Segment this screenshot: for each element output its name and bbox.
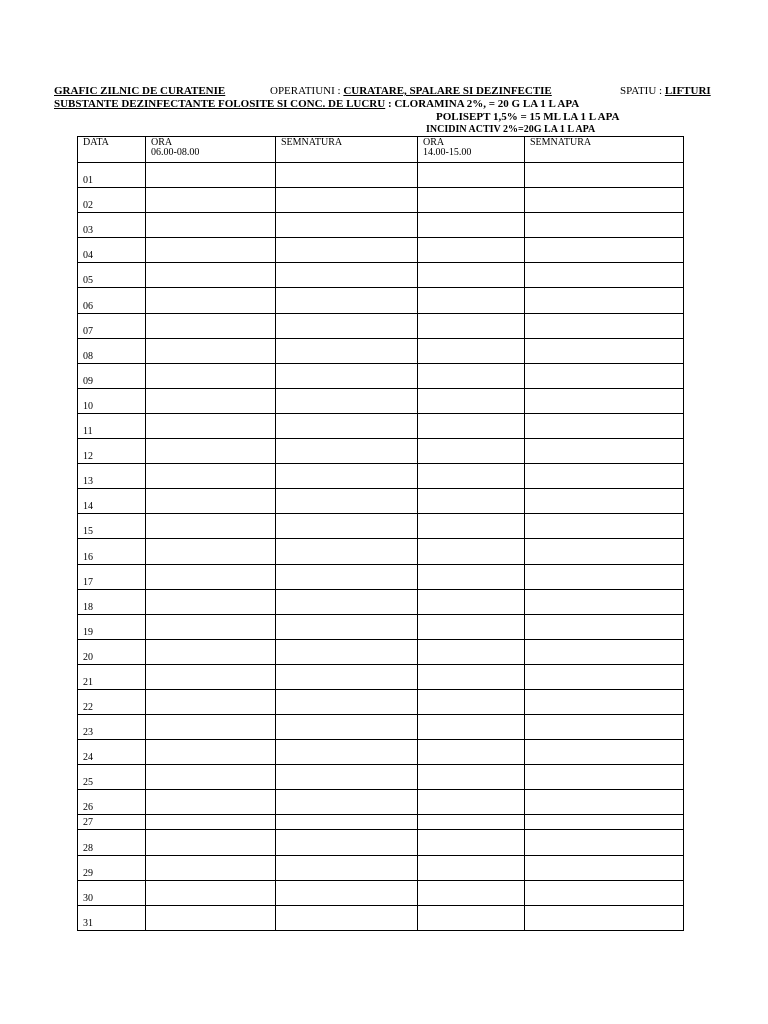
afternoon-time-cell[interactable] (418, 905, 525, 930)
substance-cloramina: : CLORAMINA 2%, = 20 G LA 1 L APA (387, 98, 580, 110)
afternoon-time-cell[interactable] (418, 363, 525, 388)
morning-signature-cell[interactable] (276, 338, 418, 363)
morning-time-cell[interactable] (146, 163, 276, 188)
afternoon-signature-cell[interactable] (525, 288, 684, 313)
afternoon-time-cell[interactable] (418, 413, 525, 438)
date-cell: 08 (78, 338, 146, 363)
column-header-date (78, 137, 146, 163)
afternoon-time-cell[interactable] (418, 765, 525, 790)
morning-signature-cell[interactable] (276, 639, 418, 664)
afternoon-signature-cell[interactable] (525, 188, 684, 213)
morning-signature-cell[interactable] (276, 213, 418, 238)
table-row (78, 338, 684, 363)
table-row (78, 740, 684, 765)
morning-signature-cell[interactable] (276, 880, 418, 905)
morning-signature-cell[interactable] (276, 413, 418, 438)
afternoon-time-cell[interactable] (418, 439, 525, 464)
table-row (78, 689, 684, 714)
date-cell: 11 (78, 413, 146, 438)
table-row (78, 880, 684, 905)
date-cell: 10 (78, 388, 146, 413)
date-cell: 17 (78, 564, 146, 589)
table-row (78, 905, 684, 930)
afternoon-time-cell[interactable] (418, 163, 525, 188)
morning-signature-cell[interactable] (276, 765, 418, 790)
afternoon-time-cell[interactable] (418, 338, 525, 363)
morning-signature-cell[interactable] (276, 238, 418, 263)
afternoon-signature-cell[interactable] (525, 238, 684, 263)
morning-time-cell[interactable] (146, 413, 276, 438)
morning-signature-cell[interactable] (276, 614, 418, 639)
morning-time-cell[interactable] (146, 740, 276, 765)
afternoon-time-cell[interactable] (418, 589, 525, 614)
table-row (78, 413, 684, 438)
date-cell: 09 (78, 363, 146, 388)
morning-time-cell[interactable] (146, 213, 276, 238)
table-row (78, 238, 684, 263)
afternoon-signature-cell[interactable] (525, 689, 684, 714)
table-row (78, 664, 684, 689)
afternoon-signature-cell[interactable] (525, 388, 684, 413)
afternoon-time-cell[interactable] (418, 313, 525, 338)
morning-time-cell[interactable] (146, 639, 276, 664)
morning-signature-cell[interactable] (276, 388, 418, 413)
date-cell: 29 (78, 855, 146, 880)
date-cell: 04 (78, 238, 146, 263)
afternoon-time-cell[interactable] (418, 815, 525, 830)
morning-signature-cell[interactable] (276, 464, 418, 489)
morning-time-cell[interactable] (146, 905, 276, 930)
morning-time-cell[interactable] (146, 589, 276, 614)
afternoon-signature-cell[interactable] (525, 905, 684, 930)
morning-signature-cell[interactable] (276, 363, 418, 388)
table-row (78, 614, 684, 639)
afternoon-signature-cell[interactable] (525, 589, 684, 614)
afternoon-time-cell[interactable] (418, 388, 525, 413)
afternoon-time-cell[interactable] (418, 514, 525, 539)
column-header-afternoon-signature (525, 137, 684, 163)
afternoon-signature-cell[interactable] (525, 740, 684, 765)
table-row (78, 514, 684, 539)
morning-signature-cell[interactable] (276, 715, 418, 740)
afternoon-time-cell[interactable] (418, 263, 525, 288)
table-row (78, 163, 684, 188)
afternoon-time-cell[interactable] (418, 288, 525, 313)
operations-label: OPERATIUNI : (270, 85, 341, 97)
table-row (78, 464, 684, 489)
date-cell: 31 (78, 905, 146, 930)
morning-time-cell[interactable] (146, 614, 276, 639)
morning-signature-cell[interactable] (276, 905, 418, 930)
afternoon-signature-cell[interactable] (525, 313, 684, 338)
column-header-label: DATA (83, 137, 109, 148)
afternoon-time-cell[interactable] (418, 213, 525, 238)
afternoon-time-cell[interactable] (418, 639, 525, 664)
table-row (78, 363, 684, 388)
afternoon-signature-cell[interactable] (525, 815, 684, 830)
table-row (78, 830, 684, 855)
afternoon-signature-cell[interactable] (525, 539, 684, 564)
table-row (78, 790, 684, 815)
column-header-label: ORA (423, 137, 445, 148)
table-row (78, 765, 684, 790)
afternoon-signature-cell[interactable] (525, 664, 684, 689)
column-header-label: SEMNATURA (281, 137, 343, 148)
table-row (78, 388, 684, 413)
morning-time-cell[interactable] (146, 855, 276, 880)
date-cell: 16 (78, 539, 146, 564)
afternoon-signature-cell[interactable] (525, 489, 684, 514)
morning-signature-cell[interactable] (276, 313, 418, 338)
morning-signature-cell[interactable] (276, 830, 418, 855)
morning-time-cell[interactable] (146, 313, 276, 338)
afternoon-time-cell[interactable] (418, 689, 525, 714)
afternoon-signature-cell[interactable] (525, 765, 684, 790)
afternoon-signature-cell[interactable] (525, 514, 684, 539)
date-cell: 23 (78, 715, 146, 740)
column-header-afternoon-time (418, 137, 525, 163)
afternoon-time-cell[interactable] (418, 740, 525, 765)
afternoon-signature-cell[interactable] (525, 790, 684, 815)
morning-signature-cell[interactable] (276, 263, 418, 288)
morning-signature-cell[interactable] (276, 539, 418, 564)
morning-signature-cell[interactable] (276, 589, 418, 614)
afternoon-signature-cell[interactable] (525, 213, 684, 238)
morning-time-cell[interactable] (146, 715, 276, 740)
substance-incidin: INCIDIN ACTIV 2%=20G LA 1 L APA (426, 124, 596, 135)
afternoon-signature-cell[interactable] (525, 880, 684, 905)
space-value: LIFTURI (664, 85, 711, 97)
table-row (78, 288, 684, 313)
morning-time-cell[interactable] (146, 338, 276, 363)
afternoon-signature-cell[interactable] (525, 639, 684, 664)
date-cell: 30 (78, 880, 146, 905)
afternoon-signature-cell[interactable] (525, 855, 684, 880)
morning-time-cell[interactable] (146, 288, 276, 313)
afternoon-signature-cell[interactable] (525, 263, 684, 288)
column-header-time-range: 06.00-08.00 (151, 147, 200, 158)
form-title: GRAFIC ZILNIC DE CURATENIE (54, 85, 226, 97)
date-cell: 27 (78, 815, 146, 830)
space-label: SPATIU : (620, 85, 663, 97)
morning-time-cell[interactable] (146, 263, 276, 288)
morning-signature-cell[interactable] (276, 664, 418, 689)
morning-signature-cell[interactable] (276, 288, 418, 313)
table-row (78, 539, 684, 564)
morning-time-cell[interactable] (146, 765, 276, 790)
operations-value: CURATARE, SPALARE SI DEZINFECTIE (343, 85, 552, 97)
table-row (78, 639, 684, 664)
morning-time-cell[interactable] (146, 388, 276, 413)
afternoon-time-cell[interactable] (418, 664, 525, 689)
date-cell: 20 (78, 639, 146, 664)
afternoon-time-cell[interactable] (418, 830, 525, 855)
date-cell: 19 (78, 614, 146, 639)
morning-time-cell[interactable] (146, 830, 276, 855)
afternoon-time-cell[interactable] (418, 464, 525, 489)
date-cell: 21 (78, 664, 146, 689)
substance-polisept: POLISEPT 1,5% = 15 ML LA 1 L APA (436, 111, 620, 123)
date-cell: 24 (78, 740, 146, 765)
afternoon-time-cell[interactable] (418, 539, 525, 564)
table-row (78, 439, 684, 464)
morning-signature-cell[interactable] (276, 740, 418, 765)
date-cell: 26 (78, 790, 146, 815)
afternoon-time-cell[interactable] (418, 790, 525, 815)
cleaning-schedule-table (77, 136, 684, 931)
morning-signature-cell[interactable] (276, 564, 418, 589)
afternoon-time-cell[interactable] (418, 238, 525, 263)
morning-time-cell[interactable] (146, 664, 276, 689)
morning-time-cell[interactable] (146, 564, 276, 589)
afternoon-signature-cell[interactable] (525, 363, 684, 388)
afternoon-signature-cell[interactable] (525, 830, 684, 855)
date-cell: 28 (78, 830, 146, 855)
table-row (78, 715, 684, 740)
afternoon-time-cell[interactable] (418, 489, 525, 514)
morning-signature-cell[interactable] (276, 439, 418, 464)
table-row (78, 263, 684, 288)
afternoon-signature-cell[interactable] (525, 163, 684, 188)
table-row (78, 855, 684, 880)
morning-signature-cell[interactable] (276, 514, 418, 539)
morning-signature-cell[interactable] (276, 855, 418, 880)
afternoon-signature-cell[interactable] (525, 564, 684, 589)
date-cell: 14 (78, 489, 146, 514)
table-row (78, 313, 684, 338)
morning-signature-cell[interactable] (276, 188, 418, 213)
table-row (78, 489, 684, 514)
morning-time-cell[interactable] (146, 363, 276, 388)
date-cell: 12 (78, 439, 146, 464)
morning-time-cell[interactable] (146, 514, 276, 539)
morning-time-cell[interactable] (146, 815, 276, 830)
morning-time-cell[interactable] (146, 489, 276, 514)
column-header-morning-signature (276, 137, 418, 163)
afternoon-signature-cell[interactable] (525, 439, 684, 464)
column-header-label: ORA (151, 137, 173, 148)
morning-signature-cell[interactable] (276, 790, 418, 815)
date-cell: 03 (78, 213, 146, 238)
table-row (78, 188, 684, 213)
date-cell: 22 (78, 689, 146, 714)
table-row (78, 815, 684, 830)
substances-line (54, 98, 579, 110)
table-header-row (78, 137, 684, 163)
column-header-label: SEMNATURA (530, 137, 592, 148)
table-row (78, 589, 684, 614)
afternoon-time-cell[interactable] (418, 614, 525, 639)
column-header-morning-time (146, 137, 276, 163)
afternoon-time-cell[interactable] (418, 188, 525, 213)
date-cell: 02 (78, 188, 146, 213)
date-cell: 18 (78, 589, 146, 614)
morning-signature-cell[interactable] (276, 163, 418, 188)
date-cell: 01 (78, 163, 146, 188)
morning-time-cell[interactable] (146, 539, 276, 564)
afternoon-signature-cell[interactable] (525, 338, 684, 363)
date-cell: 07 (78, 313, 146, 338)
date-cell: 15 (78, 514, 146, 539)
morning-time-cell[interactable] (146, 689, 276, 714)
morning-time-cell[interactable] (146, 439, 276, 464)
column-header-time-range: 14.00-15.00 (423, 147, 472, 158)
afternoon-time-cell[interactable] (418, 880, 525, 905)
afternoon-signature-cell[interactable] (525, 614, 684, 639)
morning-time-cell[interactable] (146, 790, 276, 815)
morning-signature-cell[interactable] (276, 689, 418, 714)
table-row (78, 213, 684, 238)
substances-label: SUBSTANTE DEZINFECTANTE FOLOSITE SI CONC. DE LUCRU (54, 98, 386, 110)
date-cell: 25 (78, 765, 146, 790)
afternoon-signature-cell[interactable] (525, 715, 684, 740)
afternoon-time-cell[interactable] (418, 855, 525, 880)
date-cell: 13 (78, 464, 146, 489)
operations-line (270, 85, 552, 97)
date-cell: 05 (78, 263, 146, 288)
morning-time-cell[interactable] (146, 188, 276, 213)
afternoon-time-cell[interactable] (418, 715, 525, 740)
date-cell: 06 (78, 288, 146, 313)
morning-time-cell[interactable] (146, 464, 276, 489)
morning-time-cell[interactable] (146, 880, 276, 905)
morning-signature-cell[interactable] (276, 815, 418, 830)
space-line (620, 85, 711, 97)
afternoon-signature-cell[interactable] (525, 413, 684, 438)
morning-time-cell[interactable] (146, 238, 276, 263)
morning-signature-cell[interactable] (276, 489, 418, 514)
afternoon-time-cell[interactable] (418, 564, 525, 589)
afternoon-signature-cell[interactable] (525, 464, 684, 489)
table-row (78, 564, 684, 589)
